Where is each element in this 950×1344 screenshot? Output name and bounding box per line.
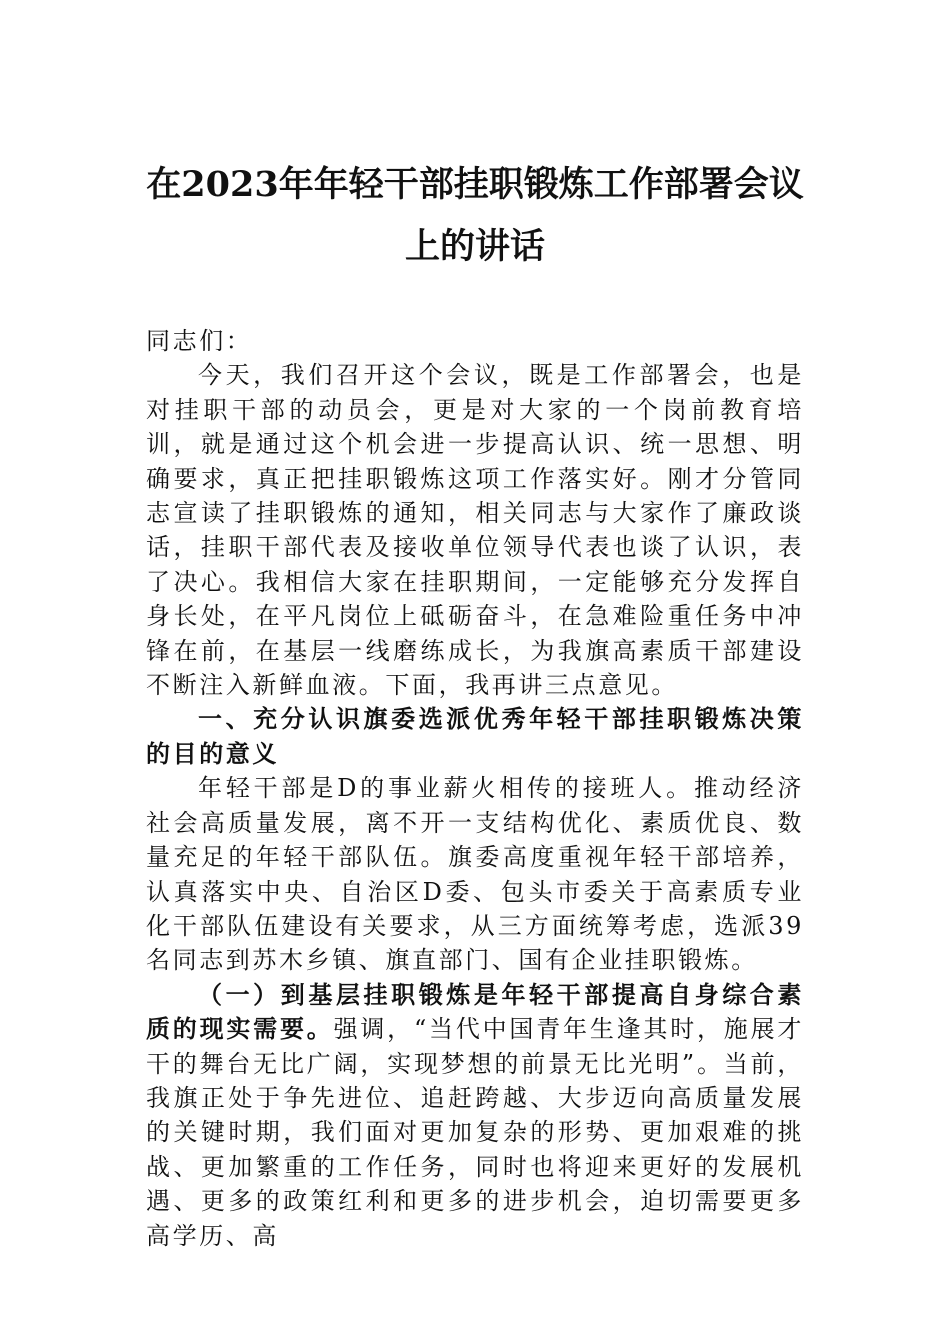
subsection-heading-1: （一）到基层挂职锻炼是年轻干部提高自身综合素质的现实需要。 bbox=[146, 979, 804, 1044]
paragraph-subsection-1 bbox=[146, 978, 804, 1253]
title-line-1: 在2023年年轻干部挂职锻炼工作部署会议 bbox=[146, 164, 804, 205]
document-title bbox=[140, 154, 810, 278]
document-body bbox=[146, 324, 804, 1253]
title-line-2: 上的讲话 bbox=[404, 226, 545, 267]
paragraph-intro: 今天，我们召开这个会议，既是工作部署会，也是对挂职干部的动员会，更是对大家的一个岗前教育培训，就是通过这个机会进一步提高认识、统一思想、明确要求，真正把挂职锻炼这项工作落实好。刚才分管同志宣读了挂职锻炼的通知，相关同志与大家作了廉政谈话，挂职干部代表及接收单位领导代表也谈了认识，表了决心。我相信大家在挂职期间，一定能够充分发挥自身长处，在平凡岗位上砥砺奋斗，在急难险重任务中冲锋在前，在基层一线磨练成长，为我旗高素质干部建设不断注入新鲜血液。下面，我再讲三点意见。 bbox=[146, 361, 804, 700]
subsection-text-1: 强调，“当代中国青年生逢其时，施展才干的舞台无比广阔，实现梦想的前景无比光明”。当前，我旗正处于争先进位、追赶跨越、大步迈向高质量发展的关键时期，我们面对更加复杂的形势、更加艰难的挑战、更加繁重的工作任务，同时也将迎来更好的发展机遇、更多的政策红利和更多的进步机会，迫切需要更多高学历、高 bbox=[146, 1015, 804, 1250]
paragraph-section-1: 年轻干部是D的事业薪火相传的接班人。推动经济社会高质量发展，离不开一支结构优化、素质优良、数量充足的年轻干部队伍。旗委高度重视年轻干部培养，认真落实中央、自治区D委、包头市委关于高素质专业化干部队伍建设有关要求，从三方面统筹考虑，选派39名同志到苏木乡镇、旗直部门、国有企业挂职锻炼。 bbox=[146, 774, 804, 975]
salutation: 同志们： bbox=[146, 327, 253, 355]
section-heading-1: 一、充分认识旗委选派优秀年轻干部挂职锻炼决策的目的意义 bbox=[146, 705, 804, 768]
